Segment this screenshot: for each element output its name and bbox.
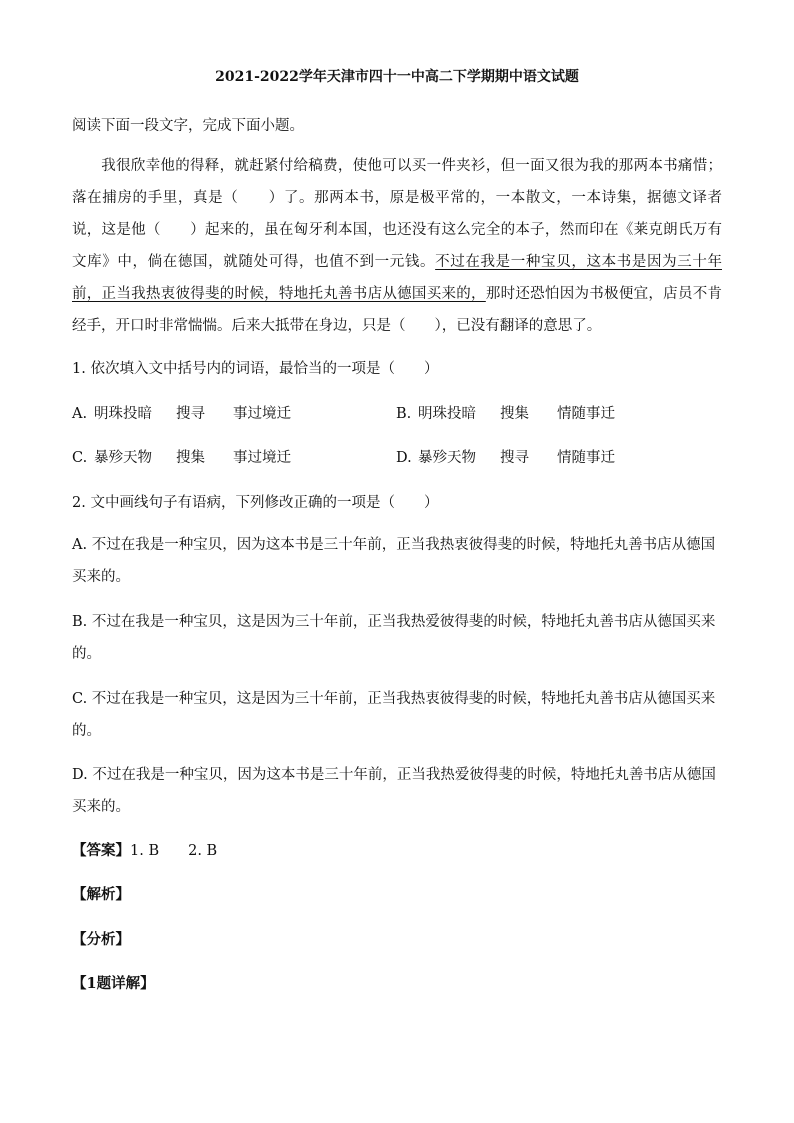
fenxi-heading: 【分析】 (72, 931, 130, 948)
option-label: B. (396, 406, 412, 422)
option-word: 明珠投暗 (418, 406, 476, 422)
detail-1-heading: 【1题详解】 (72, 975, 155, 992)
q2-option-a: A. 不过在我是一种宝贝，因为这本书是三十年前，正当我热衷彼得斐的时候，特地托丸善书店从德国买来的。 (72, 537, 716, 585)
reading-passage (72, 150, 722, 342)
passage-part2: 那时还恐怕因为书极便宜，店员不肯经手，开口时非常惴惴。后来大抵带在身边，只是（ ），已没有翻译的意思了。 (72, 286, 722, 334)
option-label: A. (72, 406, 88, 422)
passage-part1: 我很欣幸他的得释，就赶紧付给稿费，使他可以买一件夹衫，但一面又很为我的那两本书痛惜；落在捕房的手里，真是（ ）了。那两本书，原是极平常的，一本散文，一本诗集，据德文译者说，这是他（ ）起来的，虽在匈牙利本国，也还没有这么完全的本子，然而印在《莱克朗氏万有文库》中，倘在德国，就随处可得，也值不到一元钱。 (72, 158, 722, 270)
option-word: 暴殄天物 (418, 450, 476, 466)
question-2-stem: 2. 文中画线句子有语病，下列修改正确的一项是（ ） (72, 495, 439, 511)
q1-option-a (72, 402, 291, 423)
option-word: 明珠投暗 (94, 406, 152, 422)
page-title: 2021-2022学年天津市四十一中高二下学期期中语文试题 (215, 69, 579, 85)
option-word: 事过境迁 (233, 450, 291, 466)
option-word: 搜寻 (176, 406, 205, 422)
q1-option-d (396, 446, 615, 467)
option-word: 事过境迁 (233, 406, 291, 422)
option-word: 情随事迁 (557, 450, 615, 466)
q1-option-c (72, 446, 291, 467)
option-word: 搜寻 (500, 450, 529, 466)
q2-option-c: C. 不过在我是一种宝贝，这是因为三十年前，正当我热衷彼得斐的时候，特地托丸善书店从德国买来的。 (72, 691, 716, 739)
q2-option-d: D. 不过在我是一种宝贝，因为这本书是三十年前，正当我热爱彼得斐的时候，特地托丸善书店从德国买来的。 (72, 767, 716, 815)
underlined-sentence: 不过在我是一种宝贝，这本书是因为三十年前，正当我热衷彼得斐的时候，特地托丸善书店从德国买来的， (72, 254, 722, 302)
q2-option-b: B. 不过在我是一种宝贝，这是因为三十年前，正当我热爱彼得斐的时候，特地托丸善书店从德国买来的。 (72, 614, 716, 662)
option-label: D. (396, 450, 412, 466)
instruction-text: 阅读下面一段文字，完成下面小题。 (72, 118, 304, 134)
option-word: 搜集 (176, 450, 205, 466)
question-1-stem: 1. 依次填入文中括号内的词语，最恰当的一项是（ ） (72, 361, 439, 377)
option-word: 情随事迁 (557, 406, 615, 422)
answer-text: 1. B 2. B (130, 843, 218, 859)
option-label: C. (72, 450, 88, 466)
q1-option-b (396, 402, 615, 423)
option-word: 暴殄天物 (94, 450, 152, 466)
answer-line (72, 839, 217, 860)
analysis-heading: 【解析】 (72, 886, 130, 903)
option-word: 搜集 (500, 406, 529, 422)
answer-label: 【答案】 (72, 842, 130, 859)
